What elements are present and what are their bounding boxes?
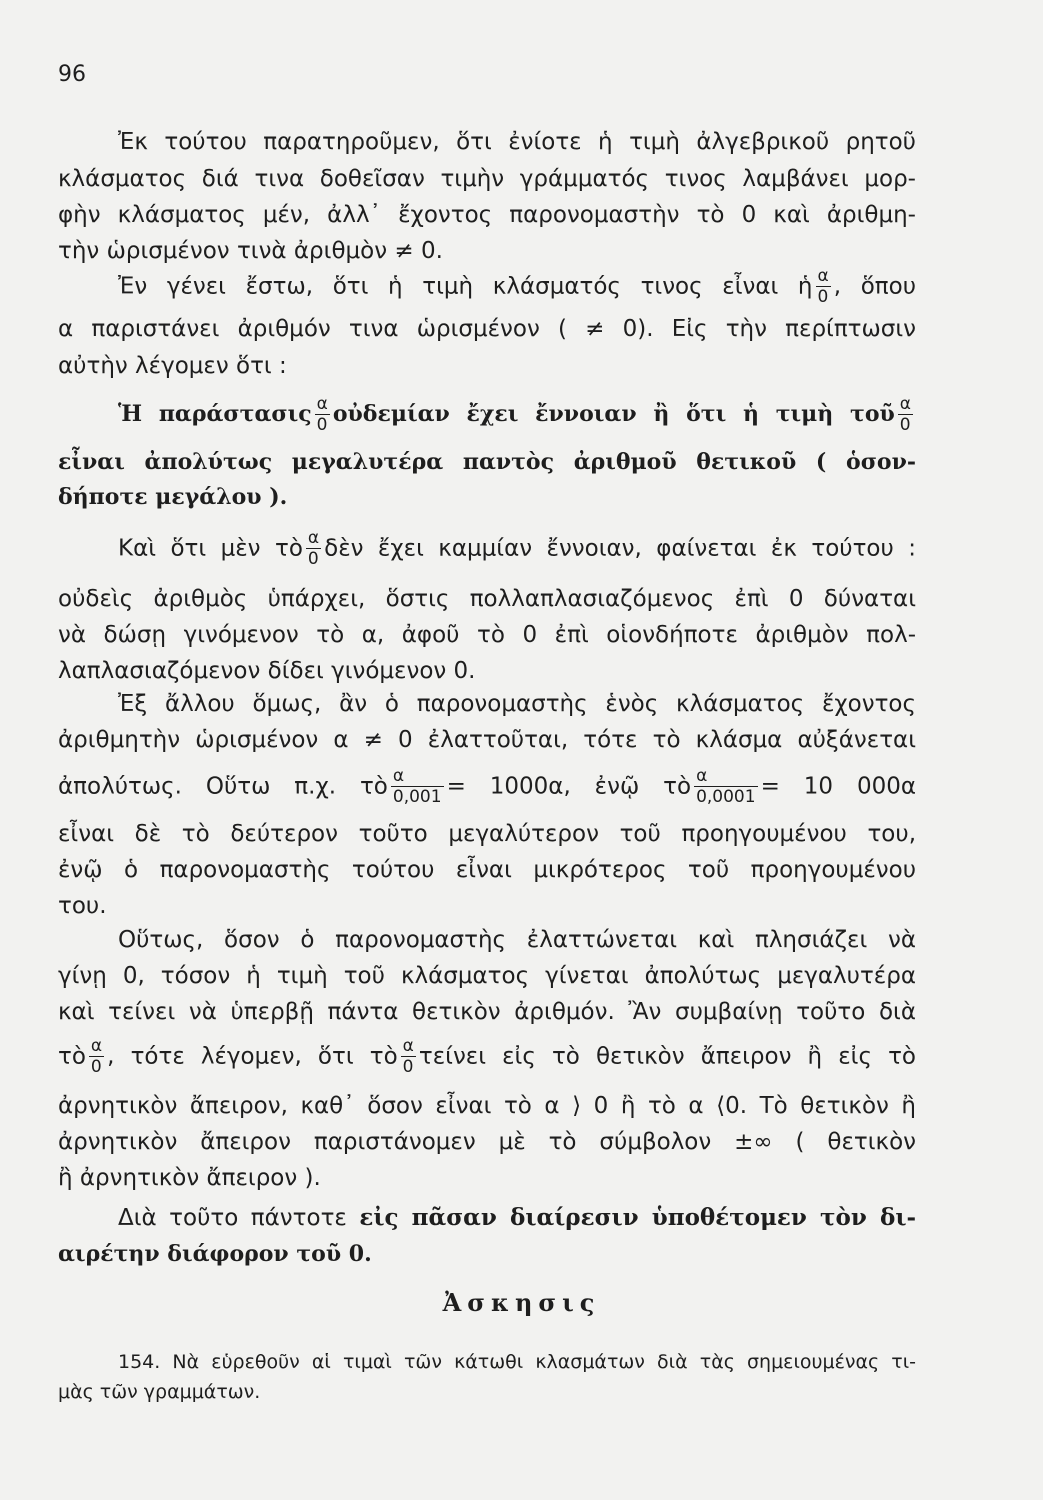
- p6-text-b: , τότε λέγομεν, ὅτι τὸ: [107, 1043, 398, 1070]
- p5-text-a: ἀπολύτως. Οὕτω π.χ. τὸ: [58, 773, 388, 800]
- fraction-numerator: α: [402, 1036, 414, 1056]
- paragraph-5-line-6: του.: [58, 893, 107, 919]
- fraction-denominator: 0: [316, 415, 328, 435]
- paragraph-7-line-2: αιρέτην διάφορον τοῦ 0.: [58, 1241, 372, 1267]
- fraction-numerator: α: [391, 768, 444, 787]
- fraction-numerator: α: [694, 768, 757, 787]
- paragraph-2-line-2: α παριστάνει ἀριθμόν τινα ὡρισμένον ( ≠ 0). Εἰς τὴν περίπτωσιν: [58, 316, 916, 342]
- p7-text-a: Διὰ τοῦτο πάντοτε: [118, 1205, 347, 1231]
- paragraph-4-line-3: νὰ δώσῃ γινόμενον τὸ α, ἀφοῦ τὸ 0 ἐπὶ οἱονδήποτε ἀριθμὸν πολ-: [58, 622, 916, 648]
- p5-text-c: = 10 000α: [760, 773, 917, 800]
- paragraph-6-line-7: ἢ ἀρνητικὸν ἄπειρον ).: [58, 1165, 321, 1191]
- statement-text-b: οὐδεμίαν ἔχει ἔννοιαν ἢ ὅτι ἡ τιμὴ τοῦ: [332, 401, 895, 427]
- p4-text-b: δὲν ἔχει καμμίαν ἔννοιαν, φαίνεται ἐκ τούτου :: [324, 535, 916, 562]
- paragraph-1-line-2: κλάσματος διά τινα δοθεῖσαν τιμὴν γράμματός τινος λαμβάνει μορ-: [58, 166, 916, 192]
- p6-text-a: τὸ: [58, 1043, 86, 1070]
- p4-text-a: Καὶ ὅτι μὲν τὸ: [118, 535, 303, 562]
- paragraph-5-line-4: εἶναι δὲ τὸ δεύτερον τοῦτο μεγαλύτερον τοῦ προηγουμένου του,: [58, 821, 916, 847]
- fraction-denominator: 0,0001: [696, 787, 756, 807]
- paragraph-6-line-2: γίνῃ 0, τόσον ἡ τιμὴ τοῦ κλάσματος γίνεται ἀπολύτως μεγαλυτέρα: [58, 963, 916, 989]
- fraction-denominator: 0,001: [392, 787, 442, 807]
- fraction-denominator: 0: [402, 1057, 414, 1077]
- fraction-a-over-0: [898, 396, 913, 434]
- paragraph-6-line-4: [58, 1038, 916, 1076]
- fraction-numerator: α: [817, 266, 829, 286]
- paragraph-1-line-4: τὴν ὡρισμένον τινὰ ἀριθμὸν ≠ 0.: [58, 238, 443, 264]
- fraction-numerator: α: [316, 394, 328, 414]
- p6-text-c: τείνει εἰς τὸ θετικὸν ἄπειρον ἢ εἰς τὸ: [418, 1043, 916, 1070]
- fraction-a-over-0: [89, 1038, 104, 1076]
- fraction-denominator: 0: [307, 549, 319, 569]
- paragraph-2-line-3: αὐτὴν λέγομεν ὅτι :: [58, 353, 287, 379]
- statement-line-1: [58, 396, 916, 434]
- fraction-a-over-00001: [694, 768, 757, 806]
- statement-text-a: Ἡ παράστασις: [118, 401, 312, 427]
- paragraph-5-line-3: [58, 768, 916, 806]
- p7-text-bold: εἰς πᾶσαν διαίρεσιν ὑποθέτομεν τὸν δι-: [359, 1204, 917, 1231]
- paragraph-1-line-1: Ἐκ τούτου παρατηροῦμεν, ὅτι ἐνίοτε ἡ τιμὴ ἀλγεβρικοῦ ρητοῦ: [118, 129, 916, 155]
- fraction-a-over-0: [315, 396, 330, 434]
- fraction-a-over-0001: [391, 768, 444, 806]
- exercises-heading: Ἀσκησις: [442, 1288, 601, 1317]
- p2-text-b: , ὅπου: [833, 273, 917, 300]
- paragraph-1-line-3: φὴν κλάσματος μέν, ἀλλ᾽ ἔχοντος παρονομαστὴν τὸ 0 καὶ ἀριθμη-: [58, 202, 916, 228]
- paragraph-4-line-1: [58, 530, 916, 568]
- statement-line-2: εἶναι ἀπολύτως μεγαλυτέρα παντὸς ἀριθμοῦ θετικοῦ ( ὁσον-: [58, 449, 916, 475]
- paragraph-4-line-2: οὐδεὶς ἀριθμὸς ὑπάρχει, ὅστις πολλαπλασιαζόμενος ἐπὶ 0 δύναται: [58, 586, 916, 612]
- fraction-denominator: 0: [899, 415, 911, 435]
- paragraph-4-line-4: λαπλασιαζόμενον δίδει γινόμενον 0.: [58, 658, 476, 684]
- paragraph-6-line-6: ἀρνητικὸν ἄπειρον παριστάνομεν μὲ τὸ σύμβολον ±∞ ( θετικὸν: [58, 1129, 916, 1155]
- paragraph-5-line-2: ἀριθμητὴν ὡρισμένον α ≠ 0 ἐλαττοῦται, τότε τὸ κλάσμα αὐξάνεται: [58, 727, 916, 753]
- paragraph-6-line-5: ἀρνητικὸν ἄπειρον, καθ᾽ ὅσον εἶναι τὸ α ⟩ 0 ἢ τὸ α ⟨0. Τὸ θετικὸν ἢ: [58, 1093, 916, 1119]
- statement-line-3: δήποτε μεγάλου ).: [58, 484, 288, 510]
- paragraph-7-line-1: [58, 1202, 916, 1234]
- fraction-a-over-0: [816, 268, 831, 306]
- fraction-numerator: α: [90, 1036, 103, 1056]
- paragraph-6-line-3: καὶ τείνει νὰ ὑπερβῇ πάντα θετικὸν ἀριθμόν. Ἂν συμβαίνῃ τοῦτο διὰ: [58, 999, 916, 1025]
- exercise-line-1: 154. Νὰ εὑρεθοῦν αἱ τιμαὶ τῶν κάτωθι κλασμάτων διὰ τὰς σημειουμένας τι-: [118, 1351, 916, 1373]
- fraction-numerator: α: [307, 528, 320, 548]
- paragraph-5-line-1: Ἐξ ἄλλου ὅμως, ἂν ὁ παρονομαστὴς ἑνὸς κλάσματος ἔχοντος: [118, 691, 916, 717]
- paragraph-5-line-5: ἐνῷ ὁ παρονομαστὴς τούτου εἶναι μικρότερος τοῦ προηγουμένου: [58, 857, 916, 883]
- fraction-denominator: 0: [817, 287, 829, 307]
- exercise-line-2: μὰς τῶν γραμμάτων.: [58, 1381, 261, 1403]
- paragraph-6-line-1: Οὕτως, ὅσον ὁ παρονομαστὴς ἐλαττώνεται καὶ πλησιάζει νὰ: [118, 927, 916, 953]
- p2-text-a: Ἐν γένει ἔστω, ὅτι ἡ τιμὴ κλάσματός τινος εἶναι ἡ: [118, 273, 813, 300]
- fraction-numerator: α: [899, 394, 911, 414]
- fraction-a-over-0: [306, 530, 321, 568]
- p5-text-b: = 1000α, ἐνῷ τὸ: [446, 773, 692, 800]
- paragraph-2-line-1: [58, 268, 916, 306]
- fraction-a-over-0: [401, 1038, 416, 1076]
- fraction-denominator: 0: [90, 1057, 102, 1077]
- page-number: 96: [58, 62, 86, 87]
